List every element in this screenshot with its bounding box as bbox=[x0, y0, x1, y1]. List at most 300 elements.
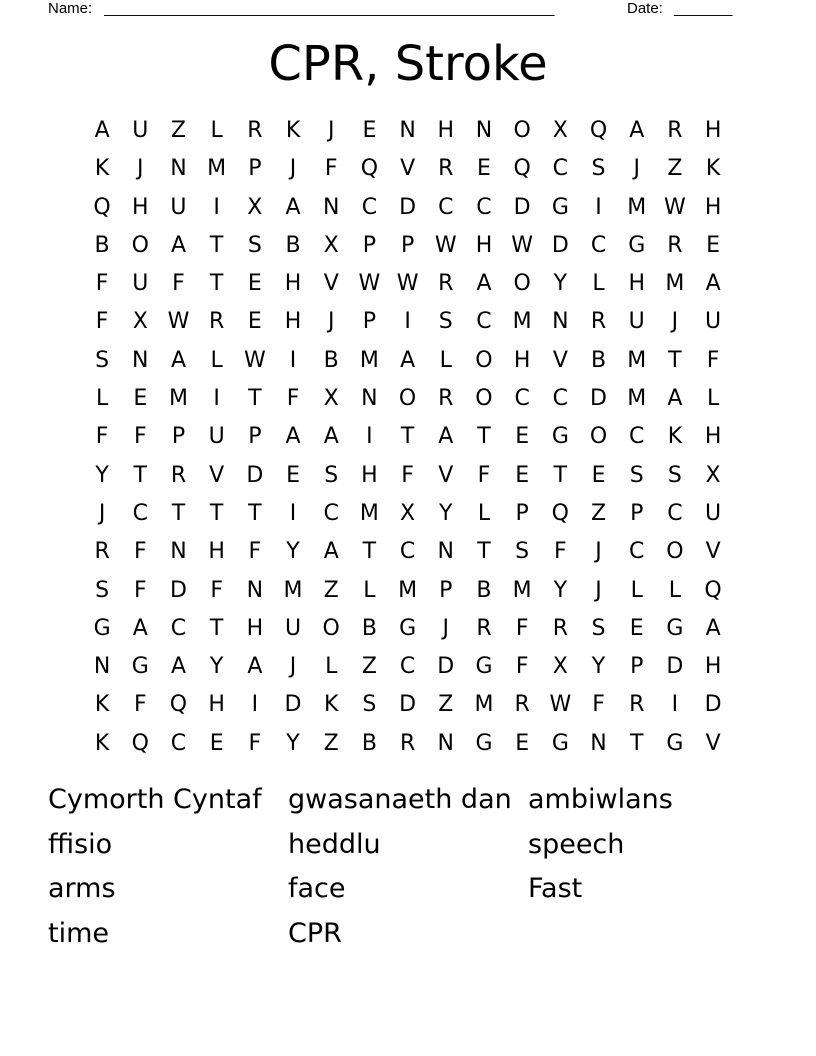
grid-cell: A bbox=[170, 347, 186, 373]
grid-cell: C bbox=[132, 500, 148, 526]
grid-cell: E bbox=[209, 730, 224, 756]
grid-cell: L bbox=[210, 118, 223, 143]
letter-grid bbox=[83, 112, 733, 763]
grid-cell: E bbox=[515, 462, 530, 488]
grid-cell: J bbox=[289, 156, 297, 182]
grid-cell: X bbox=[323, 386, 339, 412]
grid-cell: F bbox=[95, 271, 109, 297]
grid-row bbox=[83, 380, 733, 418]
grid-row bbox=[83, 342, 733, 380]
grid-cell: D bbox=[437, 654, 455, 680]
grid-cell: V bbox=[705, 539, 721, 565]
grid-cell: L bbox=[592, 271, 605, 297]
grid-cell: D bbox=[551, 232, 569, 258]
grid-cell: F bbox=[248, 730, 262, 756]
grid-row bbox=[83, 686, 733, 724]
grid-cell: J bbox=[671, 309, 679, 335]
grid-cell: A bbox=[438, 424, 454, 450]
grid-cell: M bbox=[512, 577, 532, 603]
grid-cell: T bbox=[209, 500, 224, 526]
grid-cell: P bbox=[439, 577, 453, 603]
grid-cell: Z bbox=[323, 577, 339, 603]
grid-cell: C bbox=[170, 730, 187, 756]
grid-cell: Q bbox=[169, 692, 188, 718]
grid-cell: N bbox=[322, 194, 340, 220]
grid-cell: S bbox=[95, 347, 110, 373]
grid-cell: R bbox=[590, 309, 607, 335]
grid-cell: M bbox=[627, 347, 647, 373]
grid-cell: P bbox=[630, 500, 644, 526]
grid-cell: I bbox=[251, 692, 259, 718]
word-list-item: ambiwlans bbox=[528, 784, 673, 815]
grid-cell: X bbox=[132, 309, 148, 335]
grid-cell: V bbox=[438, 462, 454, 488]
grid-cell: P bbox=[515, 500, 529, 526]
grid-cell: Z bbox=[323, 730, 339, 756]
grid-cell: Z bbox=[590, 500, 607, 526]
grid-cell: M bbox=[283, 577, 303, 603]
grid-cell: C bbox=[552, 156, 569, 182]
grid-cell: A bbox=[94, 118, 110, 143]
grid-cell: S bbox=[591, 615, 606, 641]
grid-cell: A bbox=[323, 539, 339, 565]
grid-cell: H bbox=[284, 309, 302, 335]
grid-cell: R bbox=[514, 692, 530, 718]
grid-cell: C bbox=[514, 386, 530, 412]
word-list-item: face bbox=[288, 873, 346, 905]
grid-cell: D bbox=[704, 692, 722, 718]
grid-cell: I bbox=[595, 194, 602, 220]
grid-cell: Y bbox=[439, 500, 453, 526]
grid-cell: M bbox=[627, 386, 647, 412]
grid-cell: N bbox=[437, 539, 455, 565]
grid-cell: Q bbox=[551, 500, 569, 526]
grid-cell: C bbox=[629, 539, 645, 565]
grid-cell: H bbox=[246, 615, 264, 641]
grid-cell: F bbox=[477, 462, 491, 488]
grid-cell: S bbox=[438, 309, 453, 335]
grid-cell: A bbox=[476, 271, 492, 297]
grid-cell: A bbox=[323, 424, 339, 450]
grid-cell: W bbox=[549, 692, 572, 718]
grid-row bbox=[83, 725, 733, 763]
grid-cell: O bbox=[513, 118, 531, 143]
word-list-item: Cymorth Cyntaf bbox=[48, 784, 262, 815]
grid-cell: T bbox=[629, 730, 644, 756]
grid-cell: N bbox=[93, 654, 111, 680]
grid-cell: I bbox=[404, 309, 411, 335]
grid-cell: J bbox=[633, 156, 640, 182]
grid-cell: Q bbox=[93, 194, 111, 220]
grid-cell: S bbox=[362, 692, 377, 718]
grid-cell: Y bbox=[209, 654, 224, 680]
grid-cell: C bbox=[667, 500, 683, 526]
grid-cell: T bbox=[248, 500, 262, 526]
grid-cell: I bbox=[289, 347, 297, 373]
grid-cell: S bbox=[591, 156, 606, 182]
grid-cell: A bbox=[170, 232, 186, 258]
grid-cell: K bbox=[94, 156, 110, 182]
word-list-item: CPR bbox=[288, 917, 342, 949]
grid-row bbox=[83, 457, 733, 495]
grid-cell: D bbox=[246, 462, 264, 488]
grid-cell: Q bbox=[131, 730, 149, 756]
grid-cell: W bbox=[511, 232, 534, 258]
grid-cell: L bbox=[668, 577, 682, 603]
grid-cell: Y bbox=[286, 539, 300, 565]
grid-cell: F bbox=[592, 692, 605, 718]
grid-cell: J bbox=[137, 156, 144, 182]
grid-cell: U bbox=[284, 615, 302, 641]
grid-cell: S bbox=[629, 462, 644, 488]
grid-row bbox=[83, 533, 733, 571]
grid-cell: C bbox=[476, 309, 492, 335]
grid-cell: Q bbox=[360, 156, 379, 182]
grid-cell: S bbox=[95, 577, 110, 603]
grid-cell: Q bbox=[704, 577, 722, 603]
grid-row bbox=[83, 227, 733, 265]
grid-cell: A bbox=[705, 271, 721, 297]
grid-cell: H bbox=[475, 232, 493, 258]
grid-cell: P bbox=[362, 232, 377, 258]
grid-cell: J bbox=[595, 577, 602, 603]
word-list-item: gwasanaeth dan bbox=[288, 784, 512, 815]
grid-cell: Z bbox=[667, 156, 683, 182]
grid-cell: O bbox=[475, 347, 493, 373]
grid-cell: R bbox=[438, 271, 454, 297]
grid-cell: R bbox=[667, 232, 683, 258]
grid-cell: N bbox=[475, 118, 493, 143]
grid-cell: L bbox=[630, 577, 643, 603]
grid-cell: O bbox=[513, 271, 531, 297]
grid-cell: G bbox=[131, 654, 149, 680]
grid-cell: Y bbox=[553, 271, 568, 297]
grid-cell: N bbox=[590, 730, 607, 756]
grid-cell: S bbox=[247, 232, 262, 258]
grid-cell: Q bbox=[589, 118, 608, 143]
grid-cell: N bbox=[399, 118, 416, 143]
grid-cell: X bbox=[552, 654, 568, 680]
grid-cell: D bbox=[399, 194, 417, 220]
grid-cell: H bbox=[284, 271, 302, 297]
grid-cell: R bbox=[438, 386, 454, 412]
grid-cell: L bbox=[95, 386, 109, 412]
grid-cell: D bbox=[169, 577, 187, 603]
grid-cell: S bbox=[324, 462, 339, 488]
grid-cell: E bbox=[247, 309, 262, 335]
word-list-item: speech bbox=[528, 828, 625, 860]
grid-cell: F bbox=[133, 539, 147, 565]
grid-cell: Q bbox=[513, 156, 531, 182]
grid-cell: U bbox=[208, 424, 225, 450]
grid-cell: P bbox=[171, 424, 186, 450]
grid-cell: E bbox=[706, 232, 721, 258]
grid-cell: H bbox=[132, 194, 149, 220]
grid-cell: A bbox=[400, 347, 416, 373]
grid-cell: T bbox=[209, 615, 224, 641]
grid-row bbox=[83, 418, 733, 456]
grid-cell: R bbox=[552, 615, 568, 641]
grid-cell: T bbox=[209, 271, 224, 297]
grid-cell: H bbox=[513, 347, 531, 373]
grid-cell: Y bbox=[553, 577, 568, 603]
name-label: Name: bbox=[48, 0, 93, 17]
grid-cell: F bbox=[554, 539, 567, 565]
grid-cell: R bbox=[667, 118, 683, 143]
grid-cell: C bbox=[361, 194, 378, 220]
grid-cell: W bbox=[434, 232, 457, 258]
word-list-item: Fast bbox=[528, 873, 583, 905]
grid-cell: C bbox=[399, 654, 416, 680]
grid-cell: E bbox=[515, 730, 530, 756]
grid-cell: F bbox=[133, 692, 147, 718]
grid-cell: N bbox=[170, 539, 187, 565]
grid-cell: E bbox=[629, 615, 644, 641]
grid-row bbox=[83, 112, 733, 150]
date-label: Date: bbox=[627, 0, 663, 17]
grid-cell: F bbox=[172, 271, 185, 297]
grid-cell: C bbox=[552, 386, 569, 412]
grid-cell: T bbox=[362, 539, 377, 565]
grid-row bbox=[83, 572, 733, 610]
grid-cell: P bbox=[248, 424, 262, 450]
grid-cell: T bbox=[400, 424, 415, 450]
grid-cell: R bbox=[399, 730, 416, 756]
grid-cell: D bbox=[399, 692, 417, 718]
grid-cell: O bbox=[666, 539, 684, 565]
grid-cell: C bbox=[399, 539, 416, 565]
grid-cell: E bbox=[515, 424, 530, 450]
grid-cell: F bbox=[210, 577, 223, 603]
grid-cell: R bbox=[209, 309, 225, 335]
grid-cell: K bbox=[705, 156, 721, 182]
grid-cell: J bbox=[442, 615, 450, 641]
grid-cell: K bbox=[94, 730, 110, 756]
grid-row bbox=[83, 648, 733, 686]
date-field[interactable]: _______ bbox=[674, 0, 733, 17]
grid-cell: L bbox=[477, 500, 491, 526]
grid-cell: T bbox=[248, 386, 262, 412]
grid-cell: X bbox=[552, 118, 568, 143]
grid-cell: I bbox=[289, 500, 297, 526]
grid-cell: R bbox=[94, 539, 110, 565]
grid-cell: M bbox=[359, 347, 379, 373]
grid-cell: I bbox=[213, 386, 220, 412]
grid-cell: N bbox=[170, 156, 187, 182]
grid-cell: X bbox=[705, 462, 721, 488]
page-title: CPR, Stroke bbox=[268, 36, 548, 92]
grid-cell: V bbox=[705, 730, 721, 756]
grid-cell: K bbox=[324, 692, 339, 718]
word-list-item: time bbox=[48, 917, 110, 949]
grid-cell: P bbox=[362, 309, 377, 335]
grid-cell: M bbox=[474, 692, 494, 718]
grid-cell: D bbox=[666, 654, 684, 680]
grid-cell: E bbox=[591, 462, 606, 488]
grid-cell: A bbox=[170, 654, 186, 680]
grid-cell: J bbox=[327, 118, 335, 143]
grid-cell: F bbox=[324, 156, 338, 182]
grid-cell: G bbox=[399, 615, 417, 641]
grid-row bbox=[83, 303, 733, 341]
grid-cell: R bbox=[170, 462, 187, 488]
grid-cell: T bbox=[209, 232, 224, 258]
grid-cell: E bbox=[362, 118, 377, 143]
grid-cell: L bbox=[706, 386, 720, 412]
grid-cell: C bbox=[438, 194, 454, 220]
grid-cell: R bbox=[629, 692, 645, 718]
grid-cell: U bbox=[132, 118, 149, 143]
grid-cell: I bbox=[213, 194, 220, 220]
grid-cell: C bbox=[476, 194, 492, 220]
grid-cell: H bbox=[704, 118, 722, 143]
grid-cell: O bbox=[589, 424, 608, 450]
grid-cell: W bbox=[243, 347, 266, 373]
grid-cell: B bbox=[285, 232, 301, 258]
grid-cell: O bbox=[398, 386, 417, 412]
grid-row bbox=[83, 610, 733, 648]
grid-cell: H bbox=[704, 654, 722, 680]
grid-row bbox=[83, 495, 733, 533]
grid-cell: A bbox=[247, 654, 263, 680]
grid-cell: F bbox=[248, 539, 262, 565]
grid-cell: Y bbox=[95, 462, 109, 488]
grid-cell: G bbox=[475, 730, 493, 756]
grid-cell: F bbox=[706, 347, 720, 373]
grid-cell: B bbox=[361, 615, 377, 641]
grid-cell: E bbox=[477, 156, 491, 182]
grid-cell: M bbox=[398, 577, 418, 603]
grid-cell: F bbox=[401, 462, 414, 488]
grid-cell: H bbox=[437, 118, 455, 143]
header bbox=[48, 0, 748, 20]
grid-cell: B bbox=[323, 347, 339, 373]
grid-cell: G bbox=[666, 730, 684, 756]
grid-cell: G bbox=[551, 194, 569, 220]
grid-cell: Y bbox=[591, 654, 606, 680]
grid-cell: W bbox=[396, 271, 419, 297]
grid-cell: I bbox=[366, 424, 373, 450]
grid-cell: C bbox=[323, 500, 339, 526]
grid-cell: E bbox=[247, 271, 262, 297]
grid-cell: C bbox=[590, 232, 607, 258]
grid-cell: V bbox=[323, 271, 339, 297]
grid-cell: T bbox=[553, 462, 568, 488]
grid-cell: E bbox=[286, 462, 300, 488]
grid-cell: T bbox=[171, 500, 186, 526]
grid-cell: J bbox=[595, 539, 602, 565]
grid-cell: P bbox=[400, 232, 415, 258]
grid-cell: D bbox=[590, 386, 607, 412]
grid-cell: A bbox=[667, 386, 683, 412]
grid-cell: B bbox=[94, 232, 110, 258]
grid-cell: L bbox=[439, 347, 452, 373]
word-list-item: ffisio bbox=[48, 828, 113, 860]
grid-cell: F bbox=[95, 424, 109, 450]
grid-cell: F bbox=[286, 386, 300, 412]
grid-cell: U bbox=[132, 271, 149, 297]
grid-cell: M bbox=[359, 500, 379, 526]
grid-cell: N bbox=[246, 577, 264, 603]
grid-cell: K bbox=[285, 118, 301, 143]
grid-cell: S bbox=[667, 462, 682, 488]
name-field[interactable]: ______________________________________________________ bbox=[104, 0, 555, 17]
grid-cell: H bbox=[361, 462, 378, 488]
grid-cell: W bbox=[664, 194, 686, 220]
grid-cell: T bbox=[133, 462, 147, 488]
grid-row bbox=[83, 265, 733, 303]
grid-cell: A bbox=[705, 615, 721, 641]
grid-cell: A bbox=[629, 118, 645, 143]
grid-cell: G bbox=[628, 232, 646, 258]
grid-cell: P bbox=[630, 654, 644, 680]
grid-cell: K bbox=[667, 424, 683, 450]
grid-cell: D bbox=[513, 194, 531, 220]
grid-cell: X bbox=[247, 194, 263, 220]
grid-cell: B bbox=[590, 347, 607, 373]
grid-cell: A bbox=[285, 424, 301, 450]
grid-cell: N bbox=[437, 730, 455, 756]
grid-cell: N bbox=[552, 309, 569, 335]
grid-cell: S bbox=[515, 539, 530, 565]
grid-cell: B bbox=[476, 577, 492, 603]
grid-cell: O bbox=[131, 232, 149, 258]
grid-row bbox=[83, 150, 733, 188]
grid-cell: H bbox=[628, 271, 645, 297]
grid-cell: J bbox=[98, 500, 106, 526]
grid-cell: M bbox=[627, 194, 647, 220]
grid-cell: L bbox=[210, 347, 223, 373]
grid-cell: L bbox=[363, 577, 376, 603]
grid-cell: U bbox=[705, 309, 722, 335]
grid-cell: M bbox=[168, 386, 188, 412]
grid-cell: D bbox=[284, 692, 302, 718]
grid-cell: N bbox=[361, 386, 378, 412]
grid-cell: Y bbox=[286, 730, 300, 756]
grid-cell: H bbox=[704, 194, 722, 220]
grid-cell: H bbox=[208, 692, 225, 718]
grid-cell: W bbox=[358, 271, 381, 297]
grid-cell: J bbox=[289, 654, 297, 680]
grid-cell: P bbox=[248, 156, 262, 182]
grid-cell: O bbox=[475, 386, 493, 412]
grid-cell: M bbox=[512, 309, 532, 335]
grid-cell: F bbox=[95, 309, 109, 335]
grid-cell: G bbox=[475, 654, 493, 680]
grid-cell: H bbox=[704, 424, 722, 450]
grid-cell: F bbox=[515, 615, 529, 641]
grid-cell: E bbox=[133, 386, 148, 412]
grid-row bbox=[83, 189, 733, 227]
grid-cell: A bbox=[285, 194, 301, 220]
grid-cell: X bbox=[400, 500, 416, 526]
grid-cell: G bbox=[93, 615, 111, 641]
word-list bbox=[48, 778, 768, 956]
grid-cell: R bbox=[438, 156, 454, 182]
grid-cell: R bbox=[247, 118, 263, 143]
word-list-item: arms bbox=[48, 873, 116, 905]
grid-cell: H bbox=[208, 539, 225, 565]
grid-cell: T bbox=[477, 424, 491, 450]
grid-cell: C bbox=[170, 615, 187, 641]
grid-cell: G bbox=[551, 424, 569, 450]
grid-cell: F bbox=[133, 424, 147, 450]
grid-cell: Z bbox=[361, 654, 377, 680]
grid-cell: M bbox=[665, 271, 685, 297]
grid-cell: F bbox=[515, 654, 529, 680]
grid-cell: X bbox=[323, 232, 339, 258]
grid-cell: N bbox=[132, 347, 149, 373]
